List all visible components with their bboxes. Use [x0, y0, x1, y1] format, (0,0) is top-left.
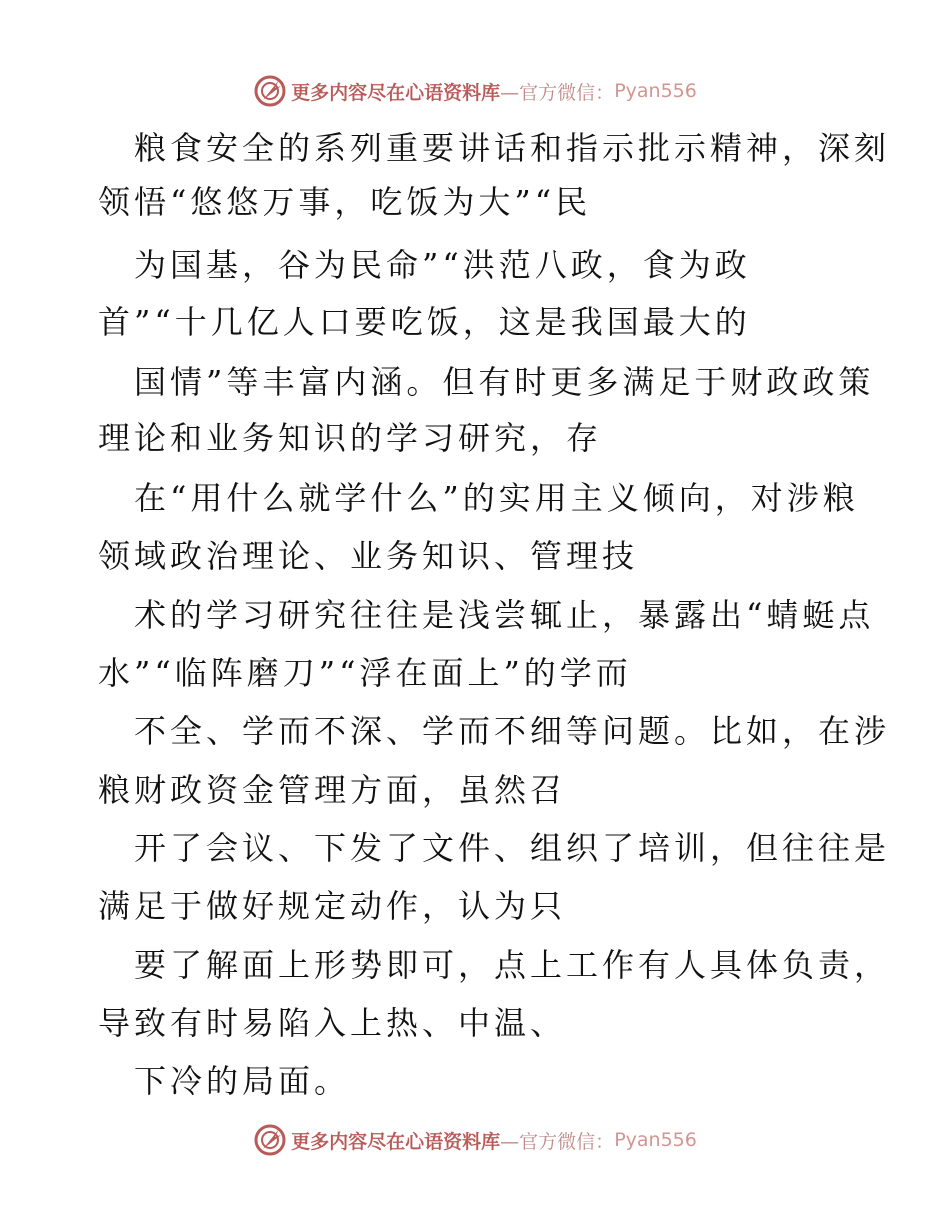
- body-line-17: 下冷的局面。: [134, 1062, 351, 1100]
- banner-wechat-label: —官方微信：: [500, 1130, 615, 1153]
- banner-brand-text: 更多内容尽在心语资料库: [291, 81, 501, 104]
- body-line-13: 开了会议、下发了文件、组织了培训，但往往是: [134, 829, 891, 867]
- body-line-10: 水”“临阵磨刀”“浮在面上”的学而: [98, 654, 632, 692]
- body-line-6: 理论和业务知识的学习研究，存: [98, 419, 603, 457]
- body-line-7: 在“用什么就学什么”的实用主义倾向，对涉粮: [134, 479, 859, 517]
- body-line-4: 首”“十几亿人口要吃饭，这是我国最大的: [98, 303, 751, 341]
- banner-wechat-id: Pyan556: [614, 1129, 697, 1151]
- banner-wechat-id: Pyan556: [614, 80, 697, 102]
- body-line-3: 为国基，谷为民命”“洪范八政，食为政: [134, 246, 751, 284]
- body-line-8: 领域政治理论、业务知识、管理技: [98, 537, 639, 575]
- body-line-15: 要了解面上形势即可，点上工作有人具体负责，: [134, 946, 891, 984]
- body-line-12: 粮财政资金管理方面，虽然召: [98, 771, 567, 809]
- body-line-9: 术的学习研究往往是浅尝辄止，暴露出“蜻蜓点: [134, 596, 875, 634]
- body-line-16: 导致有时易陷入上热、中温、: [98, 1004, 567, 1042]
- body-line-11: 不全、学而不深、学而不细等问题。比如，在涉: [134, 712, 891, 750]
- body-line-2: 领悟“悠悠万事，吃饭为大”“民: [98, 183, 592, 221]
- footer-watermark-banner: [0, 1123, 950, 1157]
- body-line-5: 国情”等丰富内涵。但有时更多满足于财政政策: [134, 363, 875, 401]
- banner-wechat-label: —官方微信：: [500, 81, 615, 104]
- body-line-1: 粮食安全的系列重要讲话和指示批示精神，深刻: [134, 129, 891, 167]
- quill-seal-icon: [253, 1123, 287, 1157]
- banner-brand-text: 更多内容尽在心语资料库: [291, 1130, 501, 1153]
- body-line-14: 满足于做好规定动作，认为只: [98, 887, 567, 925]
